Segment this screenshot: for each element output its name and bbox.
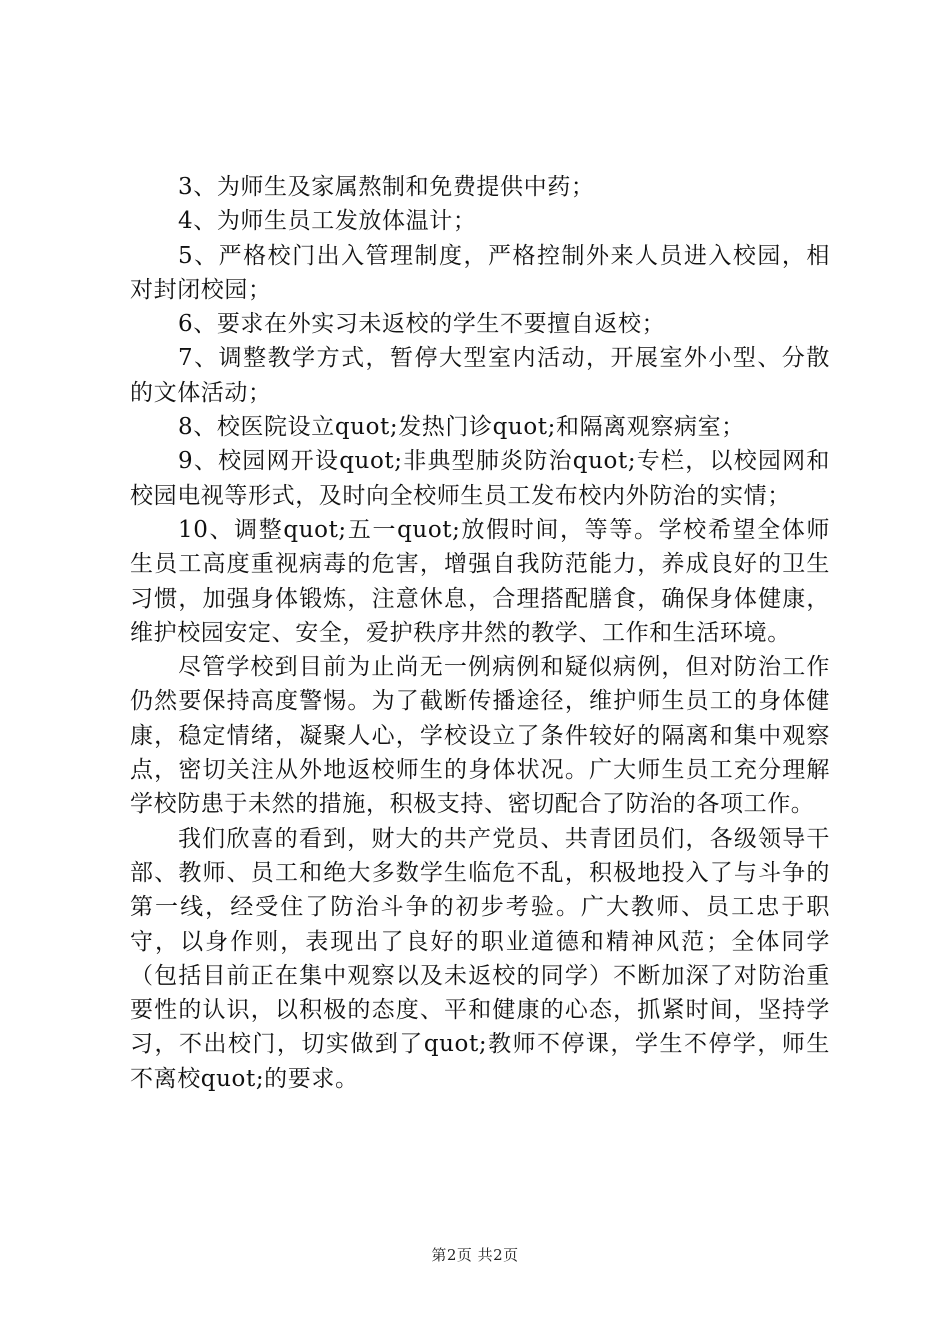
paragraph-item-7: 7、调整教学方式，暂停大型室内活动，开展室外小型、分散的文体活动；	[130, 345, 830, 406]
paragraph-prevention-vigilance: 尽管学校到目前为止尚无一例病例和疑似病例，但对防治工作仍然要保持高度警惕。为了截断传播途径，维护师生员工的身体健康，稳定情绪，凝聚人心，学校设立了条件较好的隔离和集中观察点，密切关注从外地返校师生的身体状况。广大师生员工充分理解学校防患于未然的措施，积极支持、密切配合了防治的各项工作。	[130, 654, 830, 818]
document-body	[130, 170, 830, 1096]
paragraph-item-3: 3、为师生及家属熬制和免费提供中药；	[178, 174, 595, 200]
paragraph-item-10: 10、调整quot;五一quot;放假时间，等等。学校希望全体师生员工高度重视病毒的危害，增强自我防范能力，养成良好的卫生习惯，加强身体锻炼，注意休息，合理搭配膳食，确保身体健康，维护校园安定、安全，爱护秩序井然的教学、工作和生活环境。	[130, 516, 830, 646]
paragraph-item-4: 4、为师生员工发放体温计；	[178, 208, 477, 235]
paragraph-closing: 我们欣喜的看到，财大的共产党员、共青团员们，各级领导干部、教师、员工和绝大多数学生临危不乱，积极地投入了与斗争的第一线，经受住了防治斗争的初步考验。广大教师、员工忠于职守，以身作则，表现出了良好的职业道德和精神风范；全体同学（包括目前正在集中观察以及未返校的同学）不断加深了对防治重要性的认识，以积极的态度、平和健康的心态，抓紧时间，坚持学习，不出校门，切实做到了quot;教师不停课，学生不停学，师生不离校quot;的要求。	[130, 825, 830, 1092]
paragraph-item-8: 8、校医院设立quot;发热门诊quot;和隔离观察病室；	[178, 414, 745, 441]
paragraph-item-6: 6、要求在外实习未返校的学生不要擅自返校；	[178, 311, 666, 338]
page-footer: 第2页 共2页	[431, 1246, 519, 1264]
paragraph-item-5: 5、严格校门出入管理制度，严格控制外来人员进入校园，相对封闭校园；	[130, 242, 830, 303]
paragraph-item-9: 9、校园网开设quot;非典型肺炎防治quot;专栏，以校园网和校园电视等形式，及时向全校师生员工发布校内外防治的实情；	[130, 448, 830, 509]
